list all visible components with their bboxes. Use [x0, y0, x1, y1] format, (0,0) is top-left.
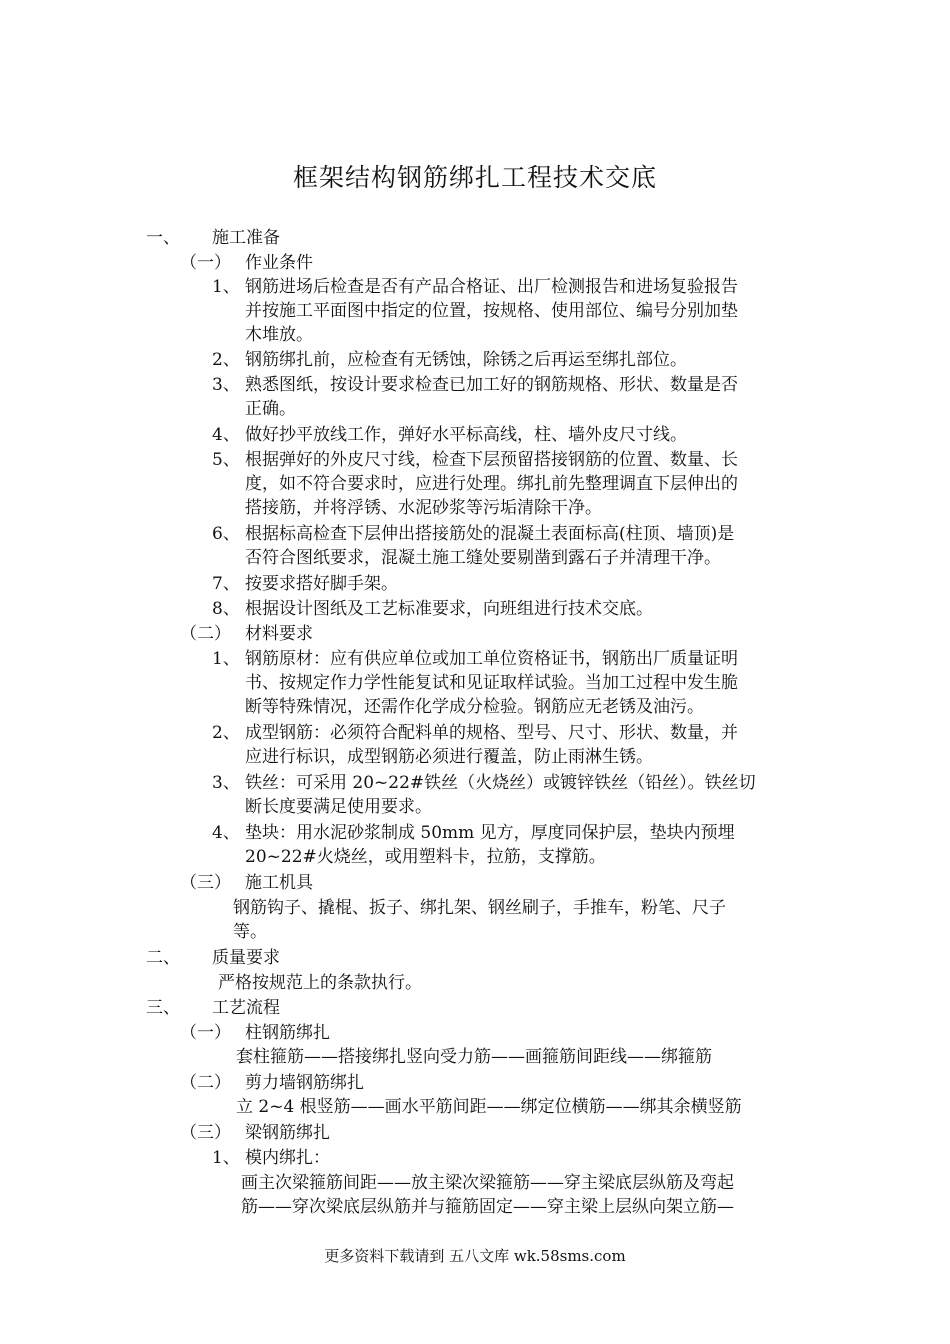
- process-flow-text: 筋——穿次梁底层纵筋并与箍筋固定——穿主梁上层纵向架立筋—: [241, 1197, 734, 1217]
- section-1-number: 一、: [146, 228, 180, 248]
- item-number: 3、: [212, 773, 240, 793]
- item-text: 垫块：用水泥砂浆制成 50mm 见方，厚度同保护层，垫块内预埋: [245, 823, 735, 843]
- section-2-number: 二、: [146, 948, 180, 968]
- subsection-3-1-number: （一）: [180, 1023, 231, 1043]
- item-text: 钢筋原材：应有供应单位或加工单位资格证书，钢筋出厂质量证明: [245, 649, 738, 669]
- section-1-heading: 施工准备: [212, 228, 280, 248]
- item-number: 4、: [212, 425, 240, 445]
- subsection-1-3-heading: 施工机具: [245, 873, 313, 893]
- item-text: 正确。: [245, 399, 296, 419]
- item-number: 7、: [212, 574, 240, 594]
- item-text: 断长度要满足使用要求。: [245, 797, 432, 817]
- item-text: 熟悉图纸，按设计要求检查已加工好的钢筋规格、形状、数量是否: [245, 375, 738, 395]
- item-text: 按要求搭好脚手架。: [245, 574, 398, 594]
- paragraph-text: 钢筋钩子、撬棍、扳子、绑扎架、钢丝刷子，手推车，粉笔、尺子: [233, 898, 726, 918]
- process-flow-text: 画主次梁箍筋间距——放主梁次梁箍筋——穿主梁底层纵筋及弯起: [241, 1173, 734, 1193]
- process-flow-text: 套柱箍筋——搭接绑扎竖向受力筋——画箍筋间距线——绑箍筋: [236, 1047, 712, 1067]
- subsection-1-1-number: （一）: [180, 253, 231, 273]
- item-number: 8、: [212, 599, 240, 619]
- subsection-3-2-number: （二）: [180, 1073, 231, 1093]
- item-number: 2、: [212, 350, 240, 370]
- item-text: 根据弹好的外皮尺寸线，检查下层预留搭接钢筋的位置、数量、长: [245, 450, 738, 470]
- document-title: 框架结构钢筋绑扎工程技术交底: [292, 163, 657, 192]
- item-text: 成型钢筋：必须符合配料单的规格、型号、尺寸、形状、数量，并: [245, 723, 738, 743]
- item-text: 根据标高检查下层伸出搭接筋处的混凝土表面标高(柱顶、墙顶)是: [245, 524, 735, 544]
- subsection-3-3-heading: 梁钢筋绑扎: [245, 1123, 330, 1143]
- item-text: 度，如不符合要求时，应进行处理。绑扎前先整理调直下层伸出的: [245, 474, 738, 494]
- item-number: 5、: [212, 450, 240, 470]
- paragraph-text: 等。: [233, 922, 267, 942]
- subsection-3-1-heading: 柱钢筋绑扎: [245, 1023, 330, 1043]
- item-text: 做好抄平放线工作，弹好水平标高线，柱、墙外皮尺寸线。: [245, 425, 687, 445]
- subsection-1-1-heading: 作业条件: [245, 253, 313, 273]
- item-number: 1、: [212, 649, 240, 669]
- item-text: 根据设计图纸及工艺标准要求，向班组进行技术交底。: [245, 599, 653, 619]
- item-number: 3、: [212, 375, 240, 395]
- item-text: 应进行标识，成型钢筋必须进行覆盖，防止雨淋生锈。: [245, 747, 653, 767]
- section-2-heading: 质量要求: [212, 948, 280, 968]
- item-text: 铁丝：可采用 20~22#铁丝（火烧丝）或镀锌铁丝（铅丝）。铁丝切: [245, 773, 756, 793]
- item-number: 4、: [212, 823, 240, 843]
- item-number: 1、: [212, 1148, 240, 1168]
- subsection-3-2-heading: 剪力墙钢筋绑扎: [245, 1073, 364, 1093]
- paragraph-text: 严格按规范上的条款执行。: [218, 973, 422, 993]
- item-text: 断等特殊情况，还需作化学成分检验。钢筋应无老锈及油污。: [245, 697, 704, 717]
- subsection-1-2-number: （二）: [180, 624, 231, 644]
- item-text: 钢筋绑扎前，应检查有无锈蚀，除锈之后再运至绑扎部位。: [245, 350, 687, 370]
- item-text: 木堆放。: [245, 325, 313, 345]
- subsection-1-2-heading: 材料要求: [245, 624, 313, 644]
- item-text: 搭接筋，并将浮锈、水泥砂浆等污垢清除干净。: [245, 498, 602, 518]
- subsection-3-3-number: （三）: [180, 1123, 231, 1143]
- item-text: 否符合图纸要求，混凝土施工缝处要剔凿到露石子并清理干净。: [245, 548, 721, 568]
- item-text: 模内绑扎：: [245, 1148, 330, 1168]
- item-text: 书、按规定作力学性能复试和见证取样试验。当加工过程中发生脆: [245, 673, 738, 693]
- item-number: 6、: [212, 524, 240, 544]
- item-text: 并按施工平面图中指定的位置，按规格、使用部位、编号分别加垫: [245, 301, 738, 321]
- process-flow-text: 立 2~4 根竖筋——画水平筋间距——绑定位横筋——绑其余横竖筋: [236, 1097, 742, 1117]
- section-3-heading: 工艺流程: [212, 998, 280, 1018]
- item-number: 1、: [212, 277, 240, 297]
- subsection-1-3-number: （三）: [180, 873, 231, 893]
- item-number: 2、: [212, 723, 240, 743]
- section-3-number: 三、: [146, 998, 180, 1018]
- download-footer-link[interactable]: 更多资料下载请到 五八文库 wk.58sms.com: [324, 1247, 626, 1265]
- item-text: 钢筋进场后检查是否有产品合格证、出厂检测报告和进场复验报告: [245, 277, 738, 297]
- item-text: 20~22#火烧丝，或用塑料卡，拉筋，支撑筋。: [245, 847, 606, 867]
